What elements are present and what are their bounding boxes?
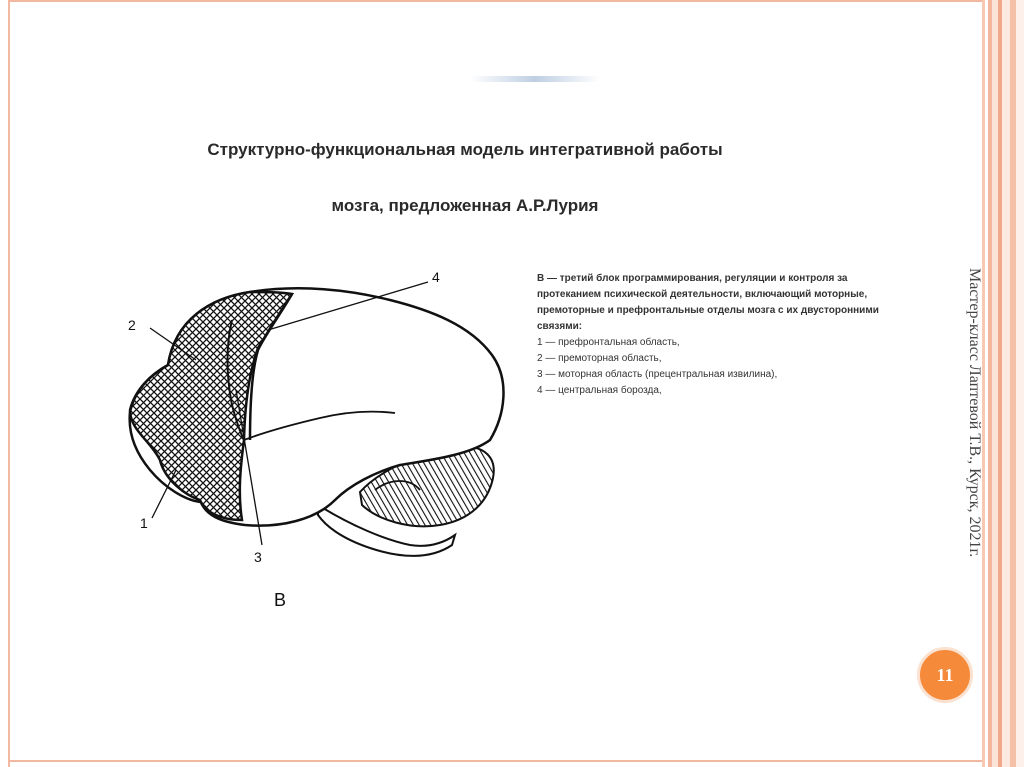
legend-item-2: 2 — премоторная область, xyxy=(537,353,662,364)
label-4: 4 xyxy=(432,269,440,285)
label-3: 3 xyxy=(254,549,262,565)
legend-item-4: 4 — центральная борозда, xyxy=(537,385,662,396)
legend-item-3: 3 — моторная область (прецентральная извилина), xyxy=(537,369,778,380)
slide-title-line2: мозга, предложенная А.Р.Лурия xyxy=(331,196,599,215)
side-caption: Мастер-класс Лаптевой Т.В., Курск, 2021г. xyxy=(966,268,983,558)
slide-title-line1: Структурно-функциональная модель интегративной работы xyxy=(207,140,723,159)
label-1: 1 xyxy=(140,515,148,531)
legend xyxy=(537,271,897,399)
legend-lead: В — третий блок программирования, регуляции и контроля за протеканием психической деятельности, включающий моторные, премоторные и префронтальные отделы мозга с их двусторонними связями: xyxy=(537,273,879,332)
label-2: 2 xyxy=(128,317,136,333)
legend-item-1: 1 — префронтальная область, xyxy=(537,337,680,348)
block-letter: В xyxy=(274,590,287,610)
page-number-badge: 11 xyxy=(917,647,973,703)
